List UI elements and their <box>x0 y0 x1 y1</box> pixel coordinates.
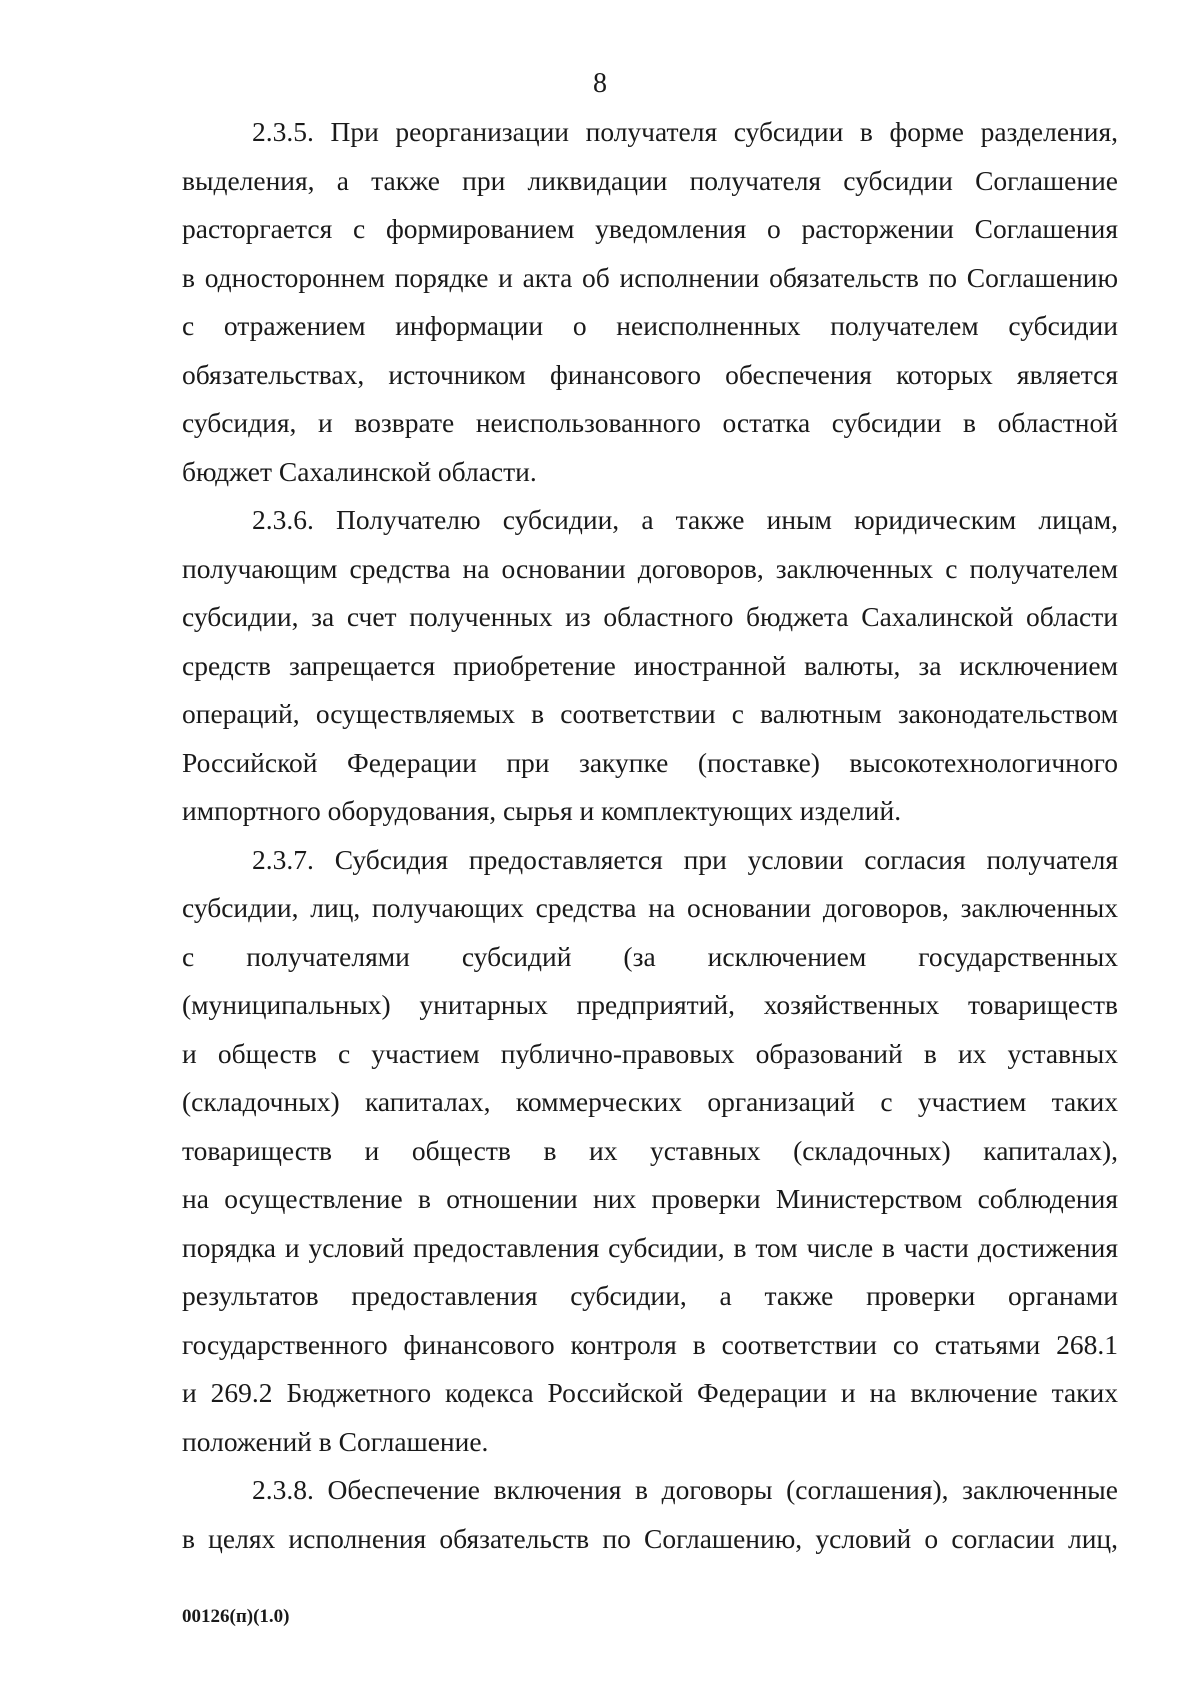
text-line: в одностороннем порядке и акта об исполнении обязательств по Соглашению <box>182 261 1118 293</box>
text-line: получающим средства на основании договоров, заключенных с получателем <box>182 552 1118 584</box>
paragraph-2-3-5 <box>182 108 1118 496</box>
text-line: (муниципальных) унитарных предприятий, хозяйственных товариществ <box>182 989 1118 1020</box>
text-line: субсидии, лиц, получающих средства на основании договоров, заключенных <box>182 892 1118 923</box>
text-line: и обществ с участием публично-правовых образований в их уставных <box>182 1037 1118 1069</box>
page-number: 8 <box>593 68 607 99</box>
text-line: результатов предоставления субсидии, а также проверки органами <box>182 1280 1118 1311</box>
text-line: субсидия, и возврате неиспользованного остатка субсидии в областной <box>182 407 1118 438</box>
text-line: расторгается с формированием уведомления о расторжении Соглашения <box>182 213 1118 244</box>
document-footer-code: 00126(п)(1.0) <box>182 1606 290 1627</box>
text-line: на осуществление в отношении них проверки Министерством соблюдения <box>182 1183 1118 1214</box>
text-line: 2.3.8. Обеспечение включения в договоры (соглашения), заключенные <box>252 1474 1118 1505</box>
text-line: (складочных) капиталах, коммерческих организаций с участием таких <box>182 1086 1118 1117</box>
text-line: в целях исполнения обязательств по Соглашению, условий о согласии лиц, <box>182 1522 1118 1554</box>
text-line: выделения, а также при ликвидации получателя субсидии Соглашение <box>182 164 1118 196</box>
text-line: положений в Соглашение. <box>182 1425 489 1457</box>
text-line: 2.3.5. При реорганизации получателя субсидии в форме разделения, <box>252 116 1118 147</box>
paragraph-2-3-8 <box>182 1466 1118 1563</box>
text-line: государственного финансового контроля в соответствии со статьями 268.1 <box>182 1328 1118 1360</box>
text-line: субсидии, за счет полученных из областного бюджета Сахалинской области <box>182 601 1118 632</box>
text-line: бюджет Сахалинской области. <box>182 455 537 487</box>
text-line: 2.3.7. Субсидия предоставляется при условии согласия получателя <box>252 843 1118 875</box>
text-line: операций, осуществляемых в соответствии с валютным законодательством <box>182 698 1118 729</box>
paragraph-2-3-6 <box>182 496 1118 836</box>
text-line: обязательствах, источником финансового обеспечения которых является <box>182 358 1118 390</box>
text-line: порядка и условий предоставления субсидии, в том числе в части достижения <box>182 1231 1118 1263</box>
paragraph-2-3-7 <box>182 836 1118 1467</box>
text-line: с получателями субсидий (за исключением государственных <box>182 940 1118 972</box>
text-line: 2.3.6. Получателю субсидии, а также иным юридическим лицам, <box>252 504 1118 535</box>
text-line: Российской Федерации при закупке (поставке) высокотехнологичного <box>182 746 1118 778</box>
text-line: товариществ и обществ в их уставных (складочных) капиталах), <box>182 1134 1118 1166</box>
document-body <box>182 108 1118 1563</box>
text-line: средств запрещается приобретение иностранной валюты, за исключением <box>182 649 1118 681</box>
text-line: и 269.2 Бюджетного кодекса Российской Федерации и на включение таких <box>182 1377 1118 1408</box>
text-line: импортного оборудования, сырья и комплектующих изделий. <box>182 795 902 826</box>
text-line: с отражением информации о неисполненных получателем субсидии <box>182 310 1118 341</box>
